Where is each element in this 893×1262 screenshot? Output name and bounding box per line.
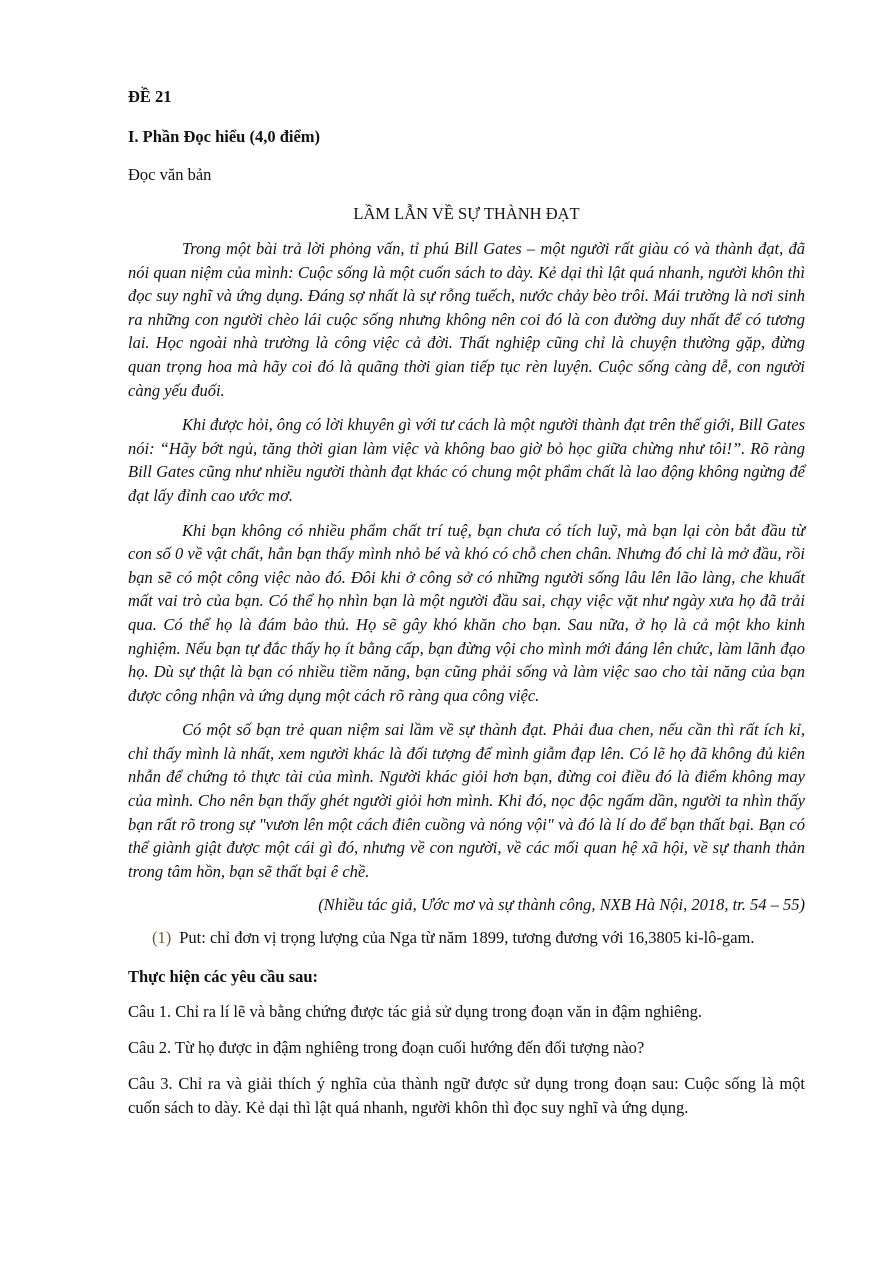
passage-title: LẦM LẪN VỀ SỰ THÀNH ĐẠT	[353, 204, 580, 223]
footnote	[152, 926, 805, 950]
question-item: Câu 1. Chỉ ra lí lẽ và bằng chứng được tác giả sử dụng trong đoạn văn in đậm nghiêng.	[128, 1002, 702, 1022]
reading-instruction: Đọc văn bản	[128, 165, 212, 184]
exam-title: ĐỀ 21	[128, 87, 172, 106]
question-item: Câu 3. Chỉ ra và giải thích ý nghĩa của thành ngữ được sử dụng trong đoạn sau: Cuộc sống là một cuốn sách to dày. Kẻ dại thì lật quá nhanh, người khôn thì đọc suy nghĩ và ứng dụng.	[128, 1074, 805, 1118]
footnote-text: Put: chỉ đơn vị trọng lượng của Nga từ năm 1899, tương đương với 16,3805 ki-lô-gam.	[179, 928, 755, 948]
passage-paragraph: Trong một bài trả lời phỏng vấn, tỉ phú Bill Gates – một người rất giàu có và thành đạt, đã nói quan niệm của mình: Cuộc sống là một cuốn sách to dày. Kẻ dại thì lật quá nhanh, người khôn thì đọc suy nghĩ và ứng dụng. Đáng sợ nhất là sự rỗng tuếch, nước chảy bèo trôi. Mái trường là nơi sinh ra những con người chèo lái cuộc sống nhưng không nên coi đó là con đường duy nhất để có tương lai. Học ngoài nhà trường là công việc cả đời. Thất nghiệp cũng chỉ là chuyện thường gặp, đừng quan trọng hoa mà hãy coi đó là quãng thời gian tiếp tục rèn luyện. Cuộc sống càng dễ, con người càng yếu đuối.	[128, 239, 805, 400]
passage-paragraph: Khi bạn không có nhiều phẩm chất trí tuệ, bạn chưa có tích luỹ, mà bạn lại còn bắt đầu từ con số 0 về vật chất, hẳn bạn thấy mình nhỏ bé và khó có chỗ chen chân. Nhưng đó chỉ là mở đầu, rồi bạn sẽ có một công việc nào đó. Đôi khi ở công sở có những người sống lâu lên lão làng, che khuất mất vai trò của bạn. Có thể họ nhìn bạn là một người đầu sai, chạy việc vặt như ngày xưa họ đã trải qua. Có thể họ là đám bảo thủ. Họ sẽ gây khó khăn cho bạn. Sau nữa, ở họ là cả một kho kinh nghiệm. Nếu bạn tự đắc thấy họ ít bằng cấp, bạn đừng vội cho mình mới đáng lên chức, làm lãnh đạo họ. Dù sự thật là bạn có nhiều tiềm năng, bạn cũng phải sống và làm việc sao cho tài năng của bạn được công nhận và ứng dụng một cách rõ ràng qua công việc.	[128, 520, 805, 705]
section-heading: I. Phần Đọc hiểu (4,0 điểm)	[128, 127, 321, 146]
passage-paragraph: Có một số bạn trẻ quan niệm sai lầm về sự thành đạt. Phải đua chen, nếu cần thì rất ích kỉ, chỉ thấy mình là nhất, xem người khác là đối tượng để mình giẫm đạp lên. Có lẽ họ đã không đủ kiên nhẫn để chứng tỏ thực tài của mình. Người khác giỏi hơn bạn, đừng coi điều đó là điểm không may của mình. Cho nên bạn thấy ghét người giỏi hơn mình. Khi đó, nọc độc ngấm dần, người ta nhìn thấy bạn rất rõ trong sự "vươn lên một cách điên cuồng và nóng vội" và đó là lí do để bạn thất bại. Bạn có thể giành giật được một cái gì đó, nhưng về con người, về các mối quan hệ xã hội, về sự thanh thản trong tâm hồn, bạn sẽ thất bại ê chề.	[128, 720, 805, 881]
tasks-heading: Thực hiện các yêu cầu sau:	[128, 967, 319, 987]
footnote-mark: (1)	[152, 928, 172, 948]
passage-source: (Nhiều tác giả, Ước mơ và sự thành công, NXB Hà Nội, 2018, tr. 54 – 55)	[318, 895, 805, 915]
question-item: Câu 2. Từ họ được in đậm nghiêng trong đoạn cuối hướng đến đối tượng nào?	[128, 1038, 645, 1058]
passage-paragraph: Khi được hỏi, ông có lời khuyên gì với tư cách là một người thành đạt trên thế giới, Bill Gates nói: “Hãy bớt ngủ, tăng thời gian làm việc và không bao giờ bỏ học giữa chừng như tôi!”. Rõ ràng Bill Gates cũng như nhiều người thành đạt khác có chung một phẩm chất là lao động không ngừng để đạt lấy đỉnh cao ước mơ.	[128, 415, 805, 505]
